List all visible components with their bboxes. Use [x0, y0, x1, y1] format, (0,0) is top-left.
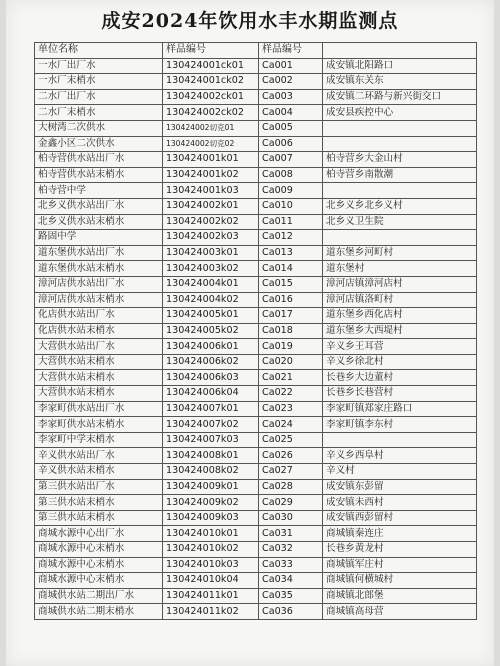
sample-code-cell: Ca017 [259, 308, 323, 324]
sample-id-cell: 130424009k02 [163, 495, 259, 511]
sample-code-cell: Ca026 [259, 448, 323, 464]
unit-name-cell: 一水厂出厂水 [35, 58, 163, 74]
sample-code-cell: Ca006 [259, 136, 323, 152]
table-row [35, 401, 477, 417]
location-cell: 成安镇未西村 [323, 495, 477, 511]
table-row [35, 105, 477, 121]
sample-id-cell: 130424003k02 [163, 261, 259, 277]
sample-id-cell: 130424002k03 [163, 230, 259, 246]
unit-name-cell: 辛义供水站末梢水 [35, 464, 163, 480]
sample-id-cell: 130424001k02 [163, 167, 259, 183]
sample-code-cell: Ca028 [259, 479, 323, 495]
table-row [35, 89, 477, 105]
monitoring-table [34, 42, 477, 620]
unit-name-cell: 第三供水站末梢水 [35, 495, 163, 511]
unit-name-cell: 第三供水站出厂水 [35, 479, 163, 495]
unit-name-cell: 化店供水站末梢水 [35, 323, 163, 339]
table-row [35, 339, 477, 355]
unit-name-cell: 一水厂末梢水 [35, 74, 163, 90]
sample-id-cell: 130424004k01 [163, 276, 259, 292]
table-row [35, 120, 477, 136]
sample-id-cell: 130424007k03 [163, 432, 259, 448]
unit-name-cell: 商城水源中心末梢水 [35, 573, 163, 589]
sample-id-cell: 130424002ck02 [163, 105, 259, 121]
unit-name-cell: 大营供水站末梢水 [35, 354, 163, 370]
unit-name-cell: 商城水源中心末梢水 [35, 542, 163, 558]
sample-id-cell: 130424002切克02 [163, 136, 259, 152]
table-row [35, 292, 477, 308]
sample-code-cell: Ca036 [259, 604, 323, 620]
unit-name-cell: 大营供水站出厂水 [35, 339, 163, 355]
location-cell: 长巷乡黄龙村 [323, 542, 477, 558]
location-cell [323, 230, 477, 246]
table-row [35, 526, 477, 542]
unit-name-cell: 大树湾二次供水 [35, 120, 163, 136]
table-row [35, 214, 477, 230]
document-sheet [6, 0, 494, 666]
location-cell [323, 432, 477, 448]
sample-code-cell: Ca033 [259, 557, 323, 573]
sample-id-cell: 130424008k02 [163, 464, 259, 480]
table-row [35, 167, 477, 183]
location-cell: 商城镇何横城村 [323, 573, 477, 589]
sample-id-cell: 130424009k01 [163, 479, 259, 495]
sample-code-cell: Ca016 [259, 292, 323, 308]
unit-name-cell: 大营供水站末梢水 [35, 386, 163, 402]
sample-code-cell: Ca027 [259, 464, 323, 480]
sample-code-cell: Ca035 [259, 588, 323, 604]
location-cell: 李家町镇郑家庄路口 [323, 401, 477, 417]
sample-code-cell: Ca008 [259, 167, 323, 183]
table-row [35, 354, 477, 370]
sample-code-cell: Ca020 [259, 354, 323, 370]
location-cell: 长巷乡大边董村 [323, 370, 477, 386]
sample-code-cell: Ca022 [259, 386, 323, 402]
sample-id-cell: 130424002ck01 [163, 89, 259, 105]
location-cell: 辛义乡西阜村 [323, 448, 477, 464]
location-cell: 北乡义卫生院 [323, 214, 477, 230]
sample-id-cell: 130424001ck02 [163, 74, 259, 90]
location-cell: 柏寺营乡大金山村 [323, 152, 477, 168]
sample-id-cell: 130424011k02 [163, 604, 259, 620]
sample-code-cell: Ca015 [259, 276, 323, 292]
table-row [35, 588, 477, 604]
table-row [35, 604, 477, 620]
table-row [35, 245, 477, 261]
unit-name-cell: 第三供水站末梢水 [35, 510, 163, 526]
unit-name-cell: 二水厂末梢水 [35, 105, 163, 121]
table-row [35, 74, 477, 90]
sample-code-cell: Ca010 [259, 198, 323, 214]
location-cell: 商城镇高母营 [323, 604, 477, 620]
sample-id-cell: 130424006k04 [163, 386, 259, 402]
unit-name-cell: 化店供水站出厂水 [35, 308, 163, 324]
table-row [35, 417, 477, 433]
sample-id-cell: 130424002k01 [163, 198, 259, 214]
unit-name-cell: 李家町供水站出厂水 [35, 401, 163, 417]
unit-name-cell: 辛义供水站出厂水 [35, 448, 163, 464]
sample-id-cell: 130424001ck01 [163, 58, 259, 74]
header-sample-code: 样品编号 [259, 43, 323, 59]
table-row [35, 510, 477, 526]
sample-code-cell: Ca021 [259, 370, 323, 386]
location-cell: 辛义乡王耳营 [323, 339, 477, 355]
table-row [35, 495, 477, 511]
unit-name-cell: 大营供水站末梢水 [35, 370, 163, 386]
table-row [35, 58, 477, 74]
table-row [35, 370, 477, 386]
sample-code-cell: Ca034 [259, 573, 323, 589]
sample-code-cell: Ca001 [259, 58, 323, 74]
unit-name-cell: 商城水源中心末梢水 [35, 557, 163, 573]
sample-code-cell: Ca012 [259, 230, 323, 246]
sample-id-cell: 130424010k03 [163, 557, 259, 573]
unit-name-cell: 李家町中学末梢水 [35, 432, 163, 448]
unit-name-cell: 柏寺营供水站出厂水 [35, 152, 163, 168]
sample-id-cell: 130424004k02 [163, 292, 259, 308]
header-location [323, 43, 477, 59]
sample-code-cell: Ca002 [259, 74, 323, 90]
sample-id-cell: 130424006k01 [163, 339, 259, 355]
unit-name-cell: 北乡义供水站末梢水 [35, 214, 163, 230]
table-row [35, 323, 477, 339]
sample-code-cell: Ca023 [259, 401, 323, 417]
sample-code-cell: Ca003 [259, 89, 323, 105]
location-cell: 成安镇东关东 [323, 74, 477, 90]
unit-name-cell: 道东堡供水站出厂水 [35, 245, 163, 261]
sample-code-cell: Ca030 [259, 510, 323, 526]
table-row [35, 276, 477, 292]
sample-id-cell: 130424011k01 [163, 588, 259, 604]
sample-id-cell: 130424007k02 [163, 417, 259, 433]
sample-id-cell: 130424002切克01 [163, 120, 259, 136]
location-cell: 道东堡乡西化店村 [323, 308, 477, 324]
location-cell: 柏寺营乡南散潮 [323, 167, 477, 183]
document-title: 成安2024年饮用水丰水期监测点 [101, 10, 399, 32]
header-unit-name: 单位名称 [35, 43, 163, 59]
sample-id-cell: 130424005k02 [163, 323, 259, 339]
unit-name-cell: 北乡义供水站出厂水 [35, 198, 163, 214]
sample-code-cell: Ca013 [259, 245, 323, 261]
location-cell: 成安镇西彭留村 [323, 510, 477, 526]
table-row [35, 386, 477, 402]
sample-code-cell: Ca005 [259, 120, 323, 136]
table-row [35, 479, 477, 495]
sample-id-cell: 130424007k01 [163, 401, 259, 417]
sample-id-cell: 130424003k01 [163, 245, 259, 261]
table-row [35, 183, 477, 199]
location-cell: 成安镇二环路与新兴街交口 [323, 89, 477, 105]
location-cell: 商城镇秦连庄 [323, 526, 477, 542]
unit-name-cell: 路固中学 [35, 230, 163, 246]
unit-name-cell: 柏寺营中学 [35, 183, 163, 199]
sample-id-cell: 130424010k04 [163, 573, 259, 589]
table-row [35, 152, 477, 168]
sample-code-cell: Ca024 [259, 417, 323, 433]
unit-name-cell: 商城水源中心出厂水 [35, 526, 163, 542]
sample-id-cell: 130424001k03 [163, 183, 259, 199]
location-cell: 北乡义乡北乡义村 [323, 198, 477, 214]
table-row [35, 261, 477, 277]
unit-name-cell: 李家町供水站末梢水 [35, 417, 163, 433]
sample-code-cell: Ca014 [259, 261, 323, 277]
unit-name-cell: 商城供水站二期末梢水 [35, 604, 163, 620]
unit-name-cell: 二水厂出厂水 [35, 89, 163, 105]
unit-name-cell: 金鑫小区二次供水 [35, 136, 163, 152]
location-cell: 成安镇东彭留 [323, 479, 477, 495]
sample-code-cell: Ca025 [259, 432, 323, 448]
location-cell: 辛义村 [323, 464, 477, 480]
sample-code-cell: Ca018 [259, 323, 323, 339]
unit-name-cell: 漳河店供水站出厂水 [35, 276, 163, 292]
sample-id-cell: 130424002k02 [163, 214, 259, 230]
location-cell: 漳河店镇洛町村 [323, 292, 477, 308]
unit-name-cell: 漳河店供水站末梢水 [35, 292, 163, 308]
table-header-row [35, 43, 477, 59]
sample-code-cell: Ca009 [259, 183, 323, 199]
location-cell: 道东堡乡大西堤村 [323, 323, 477, 339]
sample-id-cell: 130424010k01 [163, 526, 259, 542]
table-row [35, 432, 477, 448]
table-row [35, 573, 477, 589]
location-cell: 辛义乡徐北村 [323, 354, 477, 370]
location-cell: 商城镇北郎堡 [323, 588, 477, 604]
sample-code-cell: Ca019 [259, 339, 323, 355]
location-cell: 道东堡乡河町村 [323, 245, 477, 261]
table-row [35, 448, 477, 464]
location-cell [323, 120, 477, 136]
sample-code-cell: Ca032 [259, 542, 323, 558]
sample-id-cell: 130424006k02 [163, 354, 259, 370]
table-row [35, 542, 477, 558]
sample-code-cell: Ca004 [259, 105, 323, 121]
table-row [35, 230, 477, 246]
sample-id-cell: 130424009k03 [163, 510, 259, 526]
table-row [35, 308, 477, 324]
header-sample-id: 样品编号 [163, 43, 259, 59]
sample-code-cell: Ca031 [259, 526, 323, 542]
table-row [35, 198, 477, 214]
unit-name-cell: 商城供水站二期出厂水 [35, 588, 163, 604]
location-cell: 漳河店镇漳河店村 [323, 276, 477, 292]
sample-code-cell: Ca011 [259, 214, 323, 230]
sample-id-cell: 130424006k03 [163, 370, 259, 386]
location-cell: 李家町镇李东村 [323, 417, 477, 433]
table-row [35, 464, 477, 480]
location-cell: 成安县疾控中心 [323, 105, 477, 121]
location-cell [323, 136, 477, 152]
sample-code-cell: Ca029 [259, 495, 323, 511]
location-cell [323, 183, 477, 199]
table-row [35, 136, 477, 152]
sample-id-cell: 130424005k01 [163, 308, 259, 324]
sample-id-cell: 130424010k02 [163, 542, 259, 558]
sample-code-cell: Ca007 [259, 152, 323, 168]
location-cell: 成安镇北阳路口 [323, 58, 477, 74]
unit-name-cell: 道东堡供水站末梢水 [35, 261, 163, 277]
table-row [35, 557, 477, 573]
location-cell: 道东堡村 [323, 261, 477, 277]
location-cell: 商城镇军庄村 [323, 557, 477, 573]
location-cell: 长巷乡长巷营村 [323, 386, 477, 402]
sample-id-cell: 130424008k01 [163, 448, 259, 464]
unit-name-cell: 柏寺营供水站末梢水 [35, 167, 163, 183]
sample-id-cell: 130424001k01 [163, 152, 259, 168]
